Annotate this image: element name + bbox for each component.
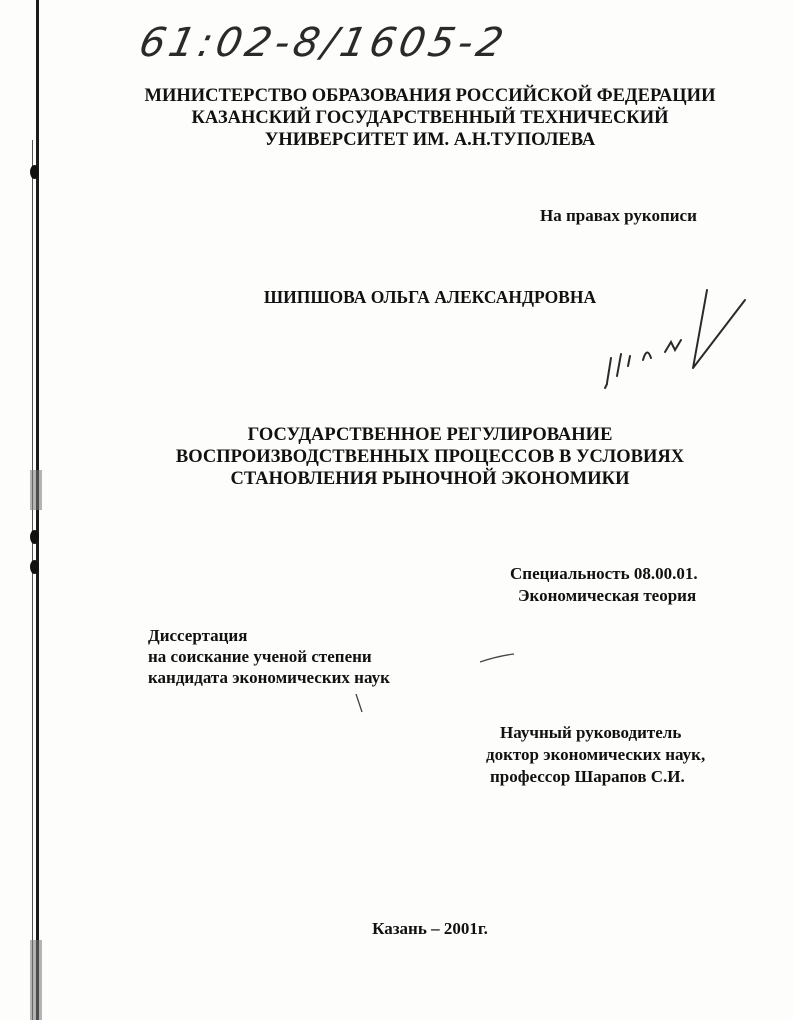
degree-line-2: на соискание ученой степени [148,647,372,666]
dissertation-title [100,424,760,490]
supervisor-label: Научный руководитель [500,723,682,742]
ministry-line: МИНИСТЕРСТВО ОБРАЗОВАНИЯ РОССИЙСКОЙ ФЕДЕРАЦИИ [144,86,716,106]
city-year: Казань – 2001г. [372,919,488,938]
specialty-code: Специальность 08.00.01. [510,564,698,583]
scan-edge-artifact [30,0,42,1020]
ministry-header [100,85,760,151]
degree-line-3: кандидата экономических наук [148,668,390,687]
university-line-2: УНИВЕРСИТЕТ ИМ. А.Н.ТУПОЛЕВА [264,130,596,150]
handwritten-code: 61:02-8/1605-2 [135,20,512,66]
title-line-2: ВОСПРОИЗВОДСТВЕННЫХ ПРОЦЕССОВ В УСЛОВИЯХ [175,447,685,467]
specialty-block [510,563,698,607]
author-name: ШИПШОВА ОЛЬГА АЛЕКСАНДРОВНА [263,287,597,307]
manuscript-note: На правах рукописи [540,206,697,225]
title-line-1: ГОСУДАРСТВЕННОЕ РЕГУЛИРОВАНИЕ [247,425,613,445]
supervisor-name: профессор Шарапов С.И. [490,767,685,786]
signature-scribble [595,288,765,398]
stray-mark [478,648,518,668]
degree-line-1: Диссертация [148,626,248,645]
stray-mark [352,692,368,716]
supervisor-block [480,722,705,788]
degree-block [148,625,390,688]
title-line-3: СТАНОВЛЕНИЯ РЫНОЧНОЙ ЭКОНОМИКИ [230,469,630,489]
university-line-1: КАЗАНСКИЙ ГОСУДАРСТВЕННЫЙ ТЕХНИЧЕСКИЙ [191,108,669,128]
specialty-name: Экономическая теория [518,586,697,605]
supervisor-degree: доктор экономических наук, [486,745,706,764]
